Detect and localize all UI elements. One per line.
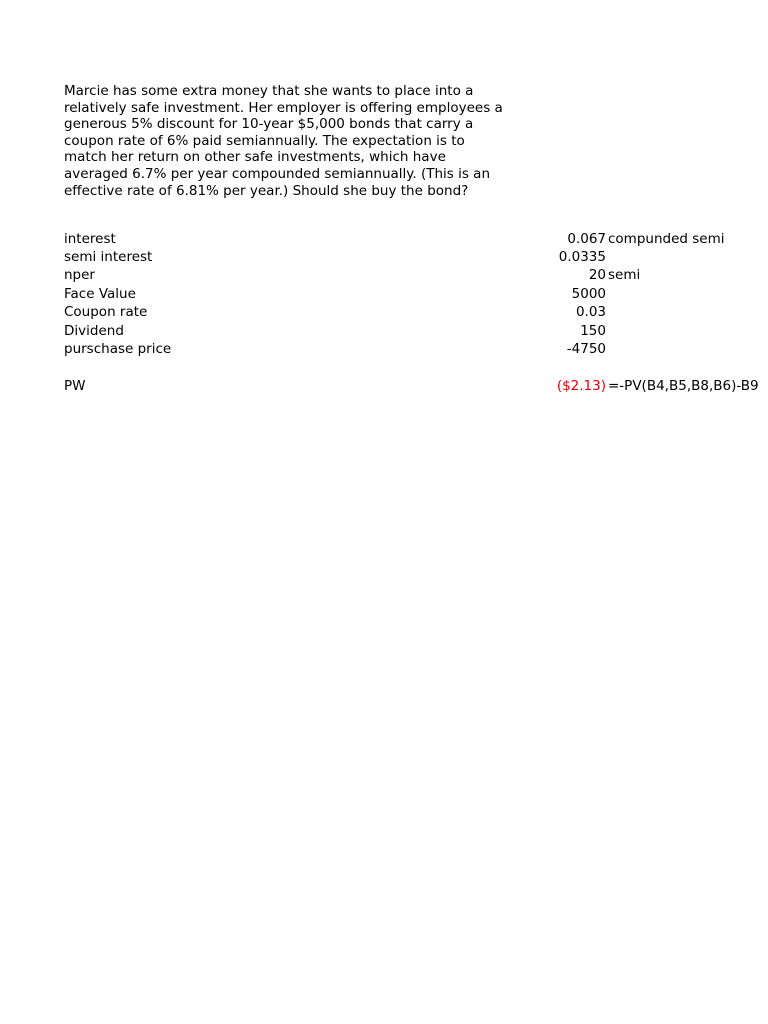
problem-line: match her return on other safe investments, which have xyxy=(64,149,446,166)
cell-value-face-value[interactable]: 5000 xyxy=(571,286,606,302)
cell-label-semi-interest[interactable]: semi interest xyxy=(64,249,153,265)
cell-value-pw[interactable]: ($2.13) xyxy=(556,378,606,394)
row-nper xyxy=(0,266,768,284)
problem-line: Marcie has some extra money that she wants to place into a xyxy=(64,83,474,99)
row-dividend xyxy=(0,322,768,340)
cell-value-interest[interactable]: 0.067 xyxy=(567,231,606,247)
cell-label-interest[interactable]: interest xyxy=(64,231,116,247)
problem-line: coupon rate of 6% paid semiannually. The expectation is to xyxy=(64,132,465,149)
row-semi-interest xyxy=(0,248,768,266)
cell-label-pw[interactable]: PW xyxy=(64,378,86,394)
cell-value-semi-interest[interactable]: 0.0335 xyxy=(558,249,606,265)
cell-note-nper[interactable]: semi xyxy=(608,267,641,283)
problem-line: effective rate of 6.81% per year.) Should she buy the bond? xyxy=(64,182,469,199)
cell-label-dividend[interactable]: Dividend xyxy=(64,323,124,339)
cell-formula-pw[interactable]: =-PV(B4,B5,B8,B6)-B9 xyxy=(608,378,759,394)
row-face-value xyxy=(0,285,768,303)
problem-line: relatively safe investment. Her employer is offering employees a xyxy=(64,99,503,116)
cell-label-coupon-rate[interactable]: Coupon rate xyxy=(64,304,148,320)
cell-note-interest[interactable]: compunded semi xyxy=(608,231,725,247)
cell-value-nper[interactable]: 20 xyxy=(588,267,606,283)
row-purchase-price xyxy=(0,340,768,358)
cell-value-coupon-rate[interactable]: 0.03 xyxy=(575,304,606,320)
row-pw xyxy=(0,377,768,395)
cell-label-purchase-price[interactable]: purschase price xyxy=(64,341,172,357)
problem-line: generous 5% discount for 10-year $5,000 bonds that carry a xyxy=(64,116,474,133)
cell-value-purchase-price[interactable]: -4750 xyxy=(566,341,606,357)
cell-label-nper[interactable]: nper xyxy=(64,267,95,283)
cell-label-face-value[interactable]: Face Value xyxy=(64,286,136,302)
problem-statement xyxy=(64,83,534,199)
cell-value-dividend[interactable]: 150 xyxy=(580,323,606,339)
row-coupon-rate xyxy=(0,303,768,321)
row-interest xyxy=(0,230,768,248)
problem-line: averaged 6.7% per year compounded semiannually. (This is an xyxy=(64,165,491,182)
